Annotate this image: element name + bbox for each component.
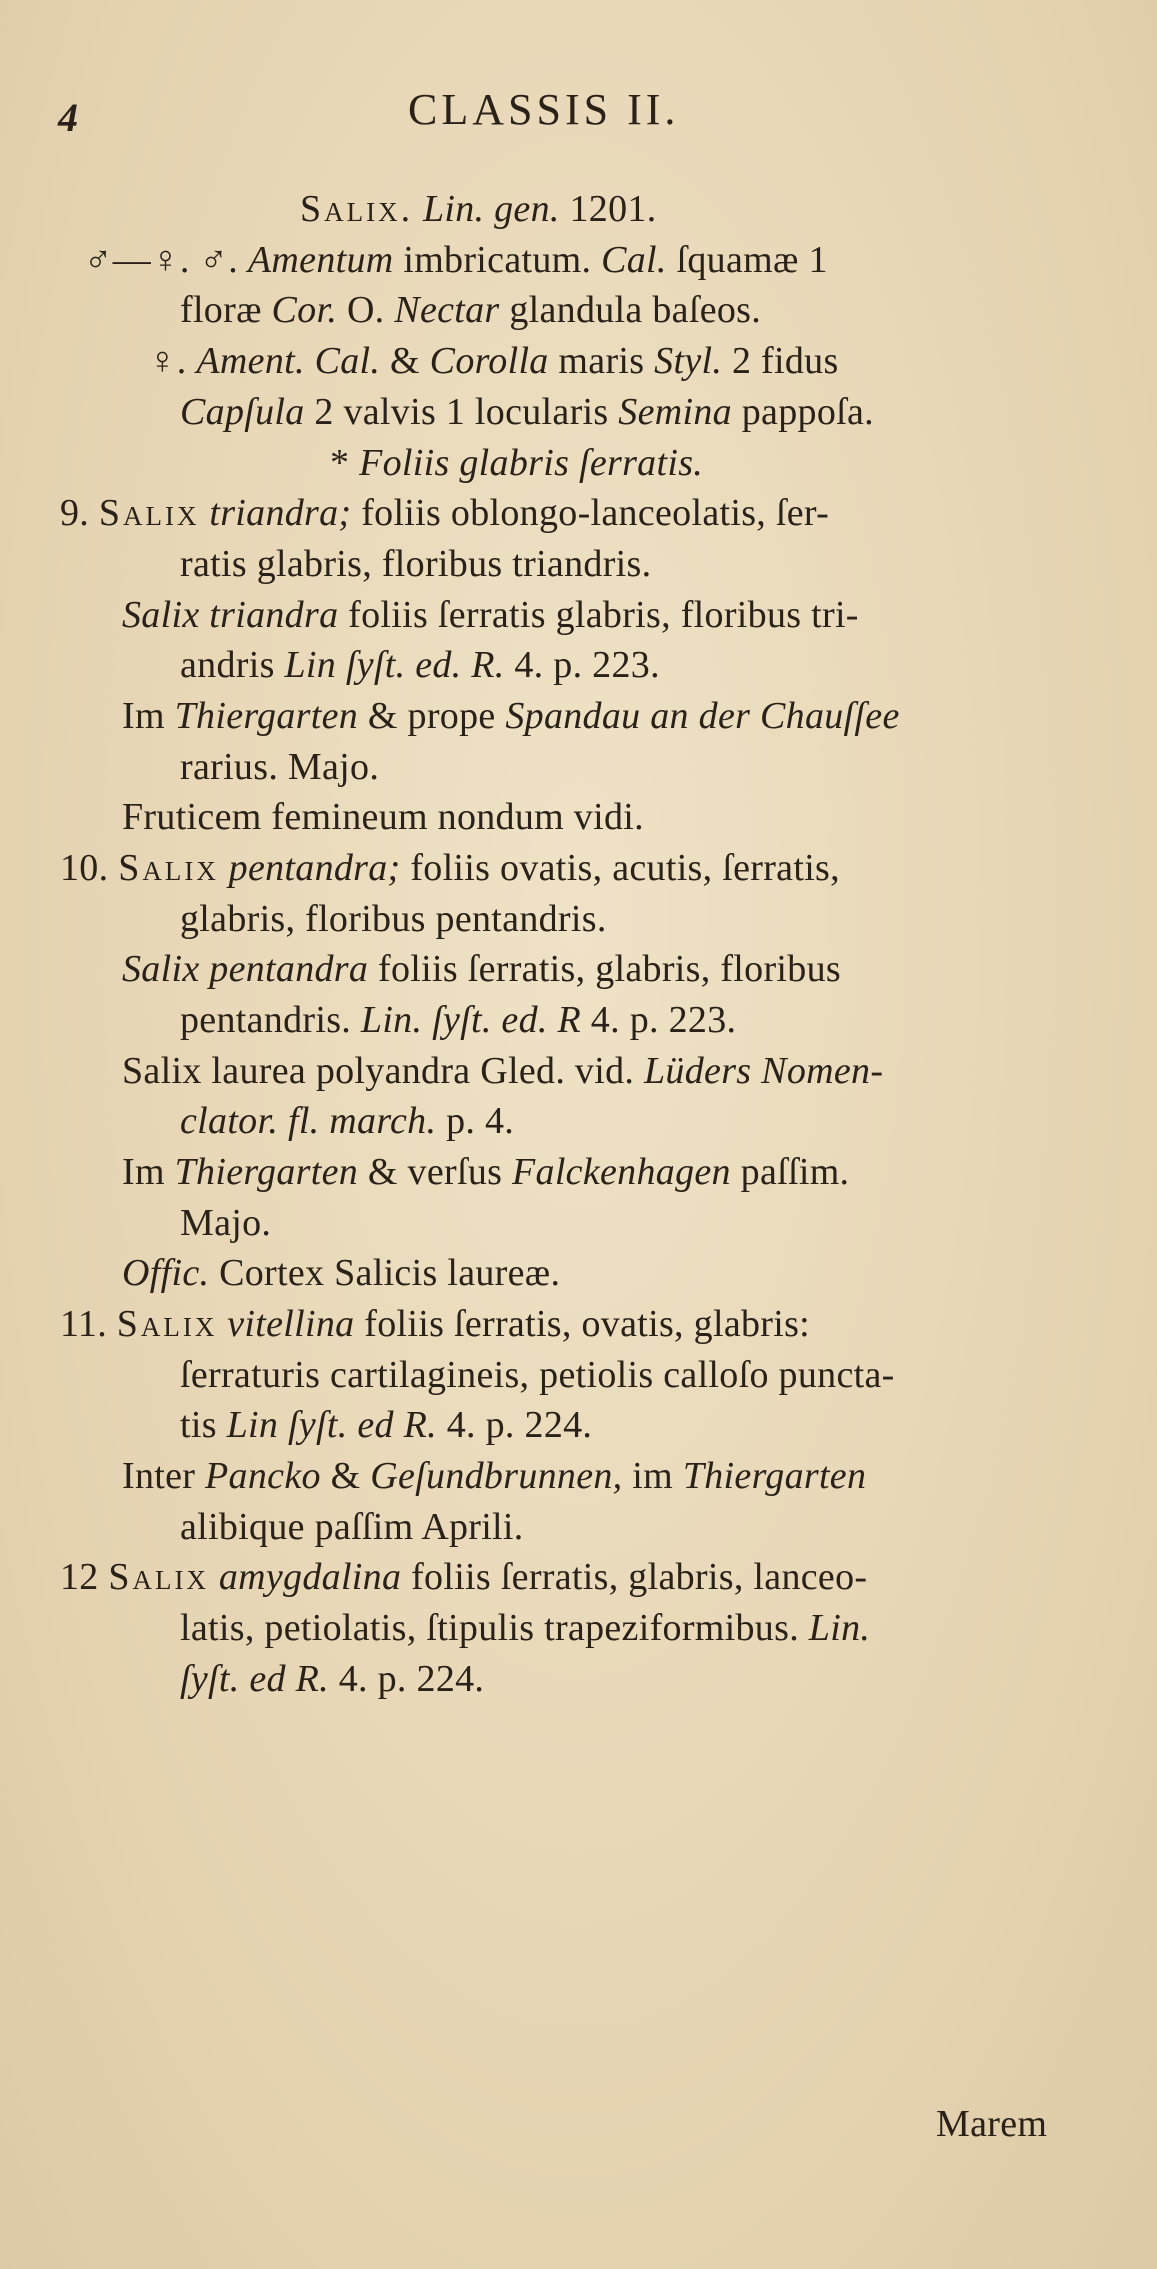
text-span: foliis oblongo-lanceolatis, ſer- xyxy=(351,492,830,534)
text-line xyxy=(60,842,840,894)
text-line xyxy=(300,183,657,235)
text-span: rarius. Majo. xyxy=(180,746,380,788)
text-span: 4. p. 223. xyxy=(581,999,737,1041)
text-line xyxy=(180,1653,484,1705)
text-line xyxy=(122,589,859,641)
text-span: p. 4. xyxy=(436,1100,515,1142)
text-span: Pancko xyxy=(205,1455,321,1497)
text-span: & xyxy=(380,340,430,382)
page-header-title: CLASSIS II. xyxy=(408,85,680,134)
text-line xyxy=(122,1247,560,1299)
text-line xyxy=(60,1298,810,1350)
text-line xyxy=(180,893,607,945)
text-span: Salix laurea polyandra Gled. vid. xyxy=(122,1050,644,1092)
text-span xyxy=(209,1556,219,1598)
text-span: Cor. xyxy=(271,289,338,331)
text-span: Fruticem femineum nondum vidi. xyxy=(122,796,644,838)
text-line xyxy=(84,234,828,286)
text-span: & xyxy=(320,1455,371,1497)
text-span: Salix xyxy=(116,1303,218,1345)
text-span: 2 fidus xyxy=(722,340,839,382)
text-span: Thiergarten xyxy=(174,1151,359,1193)
text-span xyxy=(413,188,423,230)
text-span: O. xyxy=(337,289,395,331)
text-span: & prope xyxy=(358,695,506,737)
text-span: & verſus xyxy=(358,1151,513,1193)
text-span: Salix pentandra xyxy=(122,948,369,990)
text-line xyxy=(180,1399,592,1451)
text-span: Lin ſyſt. ed R. xyxy=(226,1404,437,1446)
text-span: Lüders Nomen- xyxy=(644,1050,884,1092)
text-span: 2 valvis 1 locularis xyxy=(304,391,619,433)
text-span: Salix triandra xyxy=(122,594,339,636)
text-span: Cal. xyxy=(601,239,667,281)
text-span: Foliis glabris ſerratis. xyxy=(359,442,704,484)
text-span: 4. p. 224. xyxy=(436,1404,593,1446)
text-span: latis, petiolatis, ſtipulis trapeziformibus. xyxy=(180,1607,809,1649)
text-line xyxy=(180,1349,895,1401)
text-span: foliis ſerratis, glabris, lanceo- xyxy=(401,1556,868,1598)
text-span: Amentum xyxy=(247,239,394,281)
text-span: tis xyxy=(180,1404,227,1446)
text-line xyxy=(122,1450,866,1502)
text-span xyxy=(200,492,210,534)
text-span: paſſim. xyxy=(730,1151,850,1193)
text-line xyxy=(330,437,703,489)
text-line xyxy=(122,1045,883,1097)
text-span: Salix xyxy=(118,847,219,889)
text-span: ſyſt. ed R. xyxy=(180,1658,329,1700)
text-line xyxy=(180,386,874,438)
text-span: ratis glabris, floribus triandris. xyxy=(180,543,652,585)
text-span: Lin. ſyſt. ed. R xyxy=(360,999,581,1041)
text-line xyxy=(122,791,644,843)
text-span: ♀. xyxy=(148,340,197,382)
text-span: 11. xyxy=(60,1303,117,1345)
text-line xyxy=(122,943,841,995)
text-line xyxy=(60,1551,867,1603)
text-span: floræ xyxy=(180,289,272,331)
text-span: Offic. xyxy=(122,1252,210,1294)
text-span: Salix xyxy=(98,492,200,534)
text-line xyxy=(180,538,651,590)
text-span: clator. fl. march. xyxy=(180,1100,437,1142)
text-line xyxy=(180,994,736,1046)
text-span: ſerraturis cartilagineis, petiolis calloſo puncta- xyxy=(180,1354,895,1396)
text-span: 1201. xyxy=(559,188,657,230)
text-span: Styl. xyxy=(654,340,723,382)
text-span: Semina xyxy=(618,391,732,433)
text-span: Spandau an der Chauſſee xyxy=(505,695,900,737)
text-line xyxy=(148,335,839,387)
text-line xyxy=(180,741,379,793)
text-line xyxy=(180,1501,524,1553)
catchword: Marem xyxy=(936,2103,1048,2145)
text-span: Inter xyxy=(122,1455,206,1497)
text-span: maris xyxy=(548,340,655,382)
text-line xyxy=(180,1197,271,1249)
text-span: pentandra; xyxy=(228,847,401,889)
text-span: vitellina xyxy=(227,1303,355,1345)
text-span: im xyxy=(622,1455,683,1497)
text-span: Cortex Salicis laureæ. xyxy=(209,1252,561,1294)
text-span: foliis ſerratis, ovatis, glabris: xyxy=(354,1303,811,1345)
text-span: glandula baſeos. xyxy=(499,289,762,331)
text-span: Thiergarten xyxy=(682,1455,867,1497)
text-span: 4. p. 223. xyxy=(504,644,660,686)
text-line xyxy=(180,1095,514,1147)
text-span: amygdalina xyxy=(218,1556,402,1598)
text-span: Salix xyxy=(108,1556,210,1598)
text-line xyxy=(180,639,660,691)
text-span: alibique paſſim Aprili. xyxy=(180,1506,524,1548)
text-line xyxy=(122,1146,849,1198)
text-span: Corolla xyxy=(429,340,549,382)
text-span: imbricatum. xyxy=(393,239,602,281)
text-span: Nectar xyxy=(394,289,500,331)
text-span: * xyxy=(330,442,360,484)
text-line xyxy=(60,487,829,539)
text-span: Lin. gen. xyxy=(422,188,560,230)
text-span: pappoſa. xyxy=(731,391,874,433)
text-span: Im xyxy=(122,1151,175,1193)
text-span: ♂—♀. ♂. xyxy=(84,239,248,281)
text-span: Majo. xyxy=(180,1202,272,1244)
text-span: Ament. Cal. xyxy=(196,340,381,382)
text-span: Salix. xyxy=(300,188,414,230)
text-span: Lin ſyſt. ed. R. xyxy=(284,644,505,686)
text-span: foliis ſerratis glabris, floribus tri- xyxy=(338,594,859,636)
text-span: 10. xyxy=(60,847,119,889)
text-span: 9. xyxy=(60,492,99,534)
text-span: glabris, floribus pentandris. xyxy=(180,898,607,940)
text-line xyxy=(180,284,761,336)
text-span: andris xyxy=(180,644,285,686)
text-span: Im xyxy=(122,695,175,737)
text-span: foliis ſerratis, glabris, floribus xyxy=(368,948,841,990)
text-span xyxy=(217,1303,227,1345)
text-span: ſquamæ 1 xyxy=(666,239,828,281)
text-span: pentandris. xyxy=(180,999,361,1041)
text-line xyxy=(122,690,900,742)
text-line xyxy=(180,1602,870,1654)
text-span: Thiergarten xyxy=(174,695,359,737)
text-span xyxy=(219,847,229,889)
text-span: Falckenhagen xyxy=(512,1151,731,1193)
text-span: triandra; xyxy=(209,492,352,534)
text-span: 12 xyxy=(60,1556,109,1598)
text-span: Capſula xyxy=(180,391,305,433)
text-span: Geſundbrunnen, xyxy=(370,1455,623,1497)
page-number: 4 xyxy=(58,95,79,140)
text-span: foliis ovatis, acutis, ſerratis, xyxy=(400,847,840,889)
text-span: 4. p. 224. xyxy=(328,1658,485,1700)
text-span: Lin. xyxy=(808,1607,871,1649)
